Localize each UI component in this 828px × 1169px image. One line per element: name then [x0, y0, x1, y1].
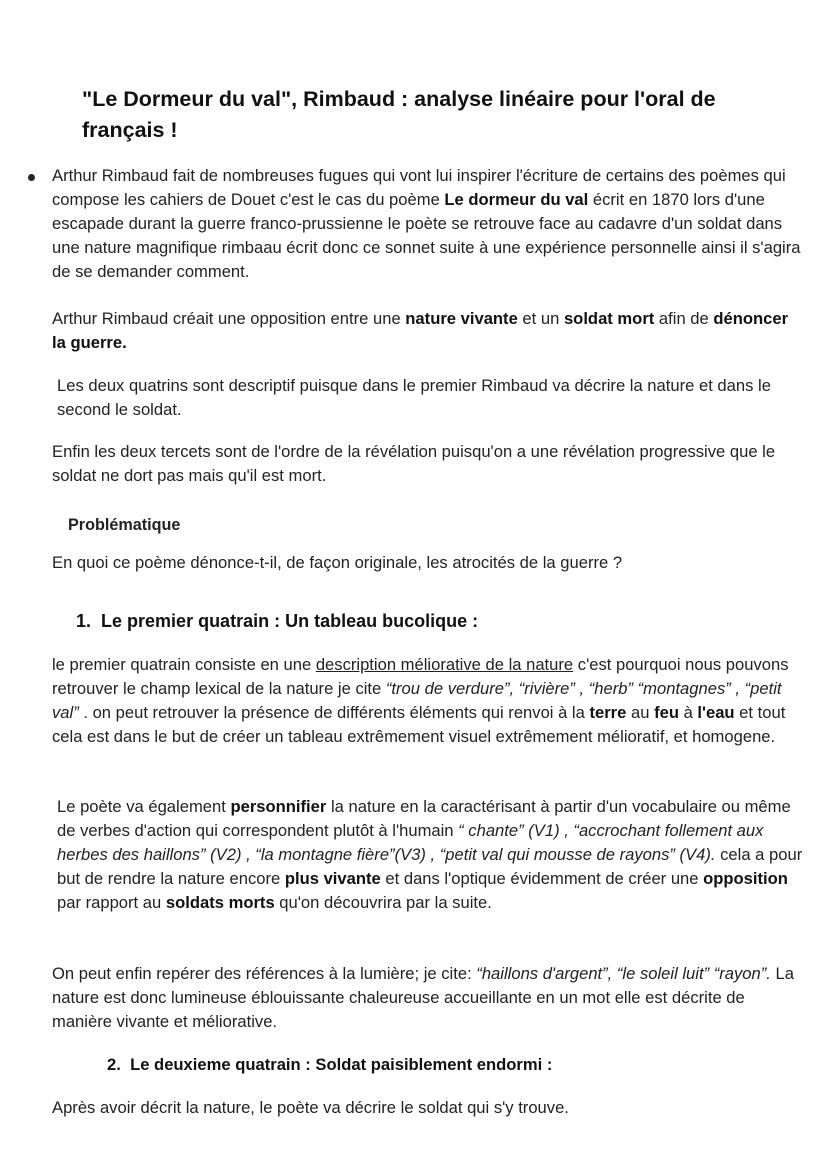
section1-paragraph1: le premier quatrain consiste en une description méliorative de la nature c'est pourquoi nous pouvons retrouver le champ lexical de la nature je cite “trou de verdure”, “rivière” , “herb” “montagnes” , “petit val” . on peut retrouver la présence de différents éléments qui renvoi à la terre au feu à l'eau et tout cela est dans le but de créer un tableau extrêmement visuel extrêmement mélioratif, et homogene. [52, 655, 789, 746]
section1-heading: 1. Le premier quatrain : Un tableau bucolique : [76, 611, 479, 631]
problematique-text: En quoi ce poème dénonce-t-il, de façon originale, les atrocités de la guerre ? [52, 553, 623, 572]
intro-paragraph: Arthur Rimbaud fait de nombreuses fugues qui vont lui inspirer l'écriture de certains des poèmes qui compose les cahiers de Douet c'est le cas du poème Le dormeur du val écrit en 1870 lors d'une escapade durant la guerre franco-prussienne le poète se retrouve face au cadavre d'un soldat dans une nature magnifique rimbaau écrit donc ce sonnet suite à une expérience personnelle ainsi il s'agira de se demander comment. [52, 166, 801, 281]
problematique-heading: Problématique [68, 516, 181, 534]
document-title: "Le Dormeur du val", Rimbaud : analyse linéaire pour l'oral de français ! [82, 87, 716, 142]
quatrains-paragraph: Les deux quatrins sont descriptif puisque dans le premier Rimbaud va décrire la nature et dans le second le soldat. [57, 376, 771, 419]
section2-heading: 2. Le deuxieme quatrain : Soldat paisiblement endormi : [107, 1055, 553, 1074]
section2-paragraph1: Après avoir décrit la nature, le poète va décrire le soldat qui s'y trouve. [52, 1098, 569, 1117]
section1-paragraph3: On peut enfin repérer des références à la lumière; je cite: “haillons d'argent”, “le soleil luit” “rayon”. La nature est donc lumineuse éblouissante chaleureuse accueillante en un mot elle est décrite de manière vivante et méliorative. [52, 964, 794, 1031]
section1-paragraph2: Le poète va également personnifier la nature en la caractérisant à partir d'un vocabulaire ou même de verbes d'action qui correspondent plutôt à l'humain “ chante” (V1) , “accrochant follement aux herbes des haillons” (V2) , “la montagne fière”(V3) , “petit val qui mousse de rayons” (V4). cela a pour but de rendre la nature encore plus vivante et dans l'optique évidemment de créer une opposition par rapport au soldats morts qu'on découvrira par la suite. [57, 797, 803, 912]
bullet-icon [28, 174, 35, 181]
opposition-paragraph: Arthur Rimbaud créait une opposition entre une nature vivante et un soldat mort afin de dénoncer la guerre. [52, 309, 789, 352]
tercets-paragraph: Enfin les deux tercets sont de l'ordre de la révélation puisqu'on a une révélation progressive que le soldat ne dort pas mais qu'il est mort. [52, 442, 776, 485]
